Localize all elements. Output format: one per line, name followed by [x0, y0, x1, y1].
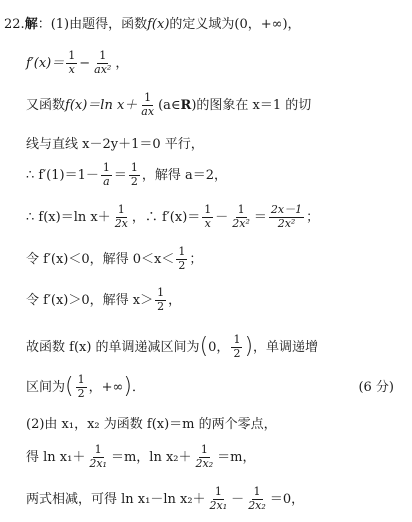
fraction: $\frac{1}{2}$ [77, 372, 85, 400]
line-13: 两式相减，可得 ln x₁－ln x₂＋ $\frac{1}{\text{2x₁}}$ － $\frac{1}{\text{2x₂}}$ ＝0， [26, 484, 305, 512]
score-label: (6 分) [358, 379, 394, 395]
line-2: f′(x)＝ $\frac{1}{x}$ − $\frac{1}{\text{ax²}}$ ， [26, 48, 129, 76]
fraction: $\frac{1}{2x}$ [114, 202, 128, 230]
fraction: $\frac{1}{2}$ [233, 332, 241, 360]
line-5: ∴ f′(1)＝1－ $\frac{1}{a}$ ＝ $\frac{1}{2}$ ，解得 a＝2， [26, 160, 228, 188]
fraction: $\frac{2x-1}{\text{2x²}}$ [270, 202, 303, 230]
fraction: $\frac{1}{\text{2x₁}}$ [209, 484, 228, 512]
fraction: $\frac{1}{x}$ [68, 48, 76, 76]
fraction: $\frac{1}{x}$ [204, 202, 212, 230]
line-8: 令 f′(x)＞0，解得 x＞ $\frac{1}{2}$ ， [26, 285, 182, 313]
line-1: 22. 解 ：(1)由题得，函数 f(x) 的定义域为(0，+∞)， [4, 16, 301, 32]
line-7: 令 f′(x)＜0，解得 0＜x＜ $\frac{1}{2}$ ； [26, 244, 203, 272]
fraction: $\frac{1}{2}$ [130, 160, 138, 188]
fraction: $\frac{1}{\text{2x₂}}$ [248, 484, 266, 512]
fraction: $\frac{1}{a}$ [102, 160, 110, 188]
line-4: 线与直线 x－2y＋1＝0 平行， [26, 136, 204, 152]
problem-number: 22. [4, 16, 25, 32]
line-10: 区间为 ( $\frac{1}{2}$ ，+∞ ) ． (6 分) [26, 372, 394, 400]
line-11: (2)由 x₁，x₂ 为函数 f(x)＝m 的两个零点， [26, 416, 277, 432]
fraction: $\frac{1}{ax}$ [141, 90, 155, 118]
line-6: ∴ f(x)＝ln x＋ $\frac{1}{2x}$ ，∴ f′(x)＝ $\frac{1}{x}$ － $\frac{1}{\text{2x²}}$ ＝ $\frac{2x-1}{\text{2x²}}$ ； [26, 202, 320, 230]
fraction: $\frac{1}{2}$ [157, 285, 165, 313]
line-9: 故函数 f(x) 的单调递减区间为 ( 0， $\frac{1}{2}$ ) ，单调递增 [26, 332, 319, 360]
fraction: $\frac{1}{\text{2x₁}}$ [89, 442, 107, 470]
fraction: $\frac{1}{\text{ax²}}$ [94, 48, 112, 76]
line-3: 又函数 f(x)＝ln x＋ $\frac{1}{ax}$ (a∈ R )的图象在 x＝1 的切 [26, 90, 312, 118]
fraction: $\frac{1}{\text{2x²}}$ [232, 202, 250, 230]
fraction: $\frac{1}{\text{2x₂}}$ [195, 442, 214, 470]
fraction: $\frac{1}{2}$ [178, 244, 186, 272]
solution-label: 解 [24, 16, 38, 32]
line-12: 得 ln x₁＋ $\frac{1}{\text{2x₁}}$ ＝m，ln x₂＋ $\frac{1}{\text{2x₂}}$ ＝m， [26, 442, 256, 470]
